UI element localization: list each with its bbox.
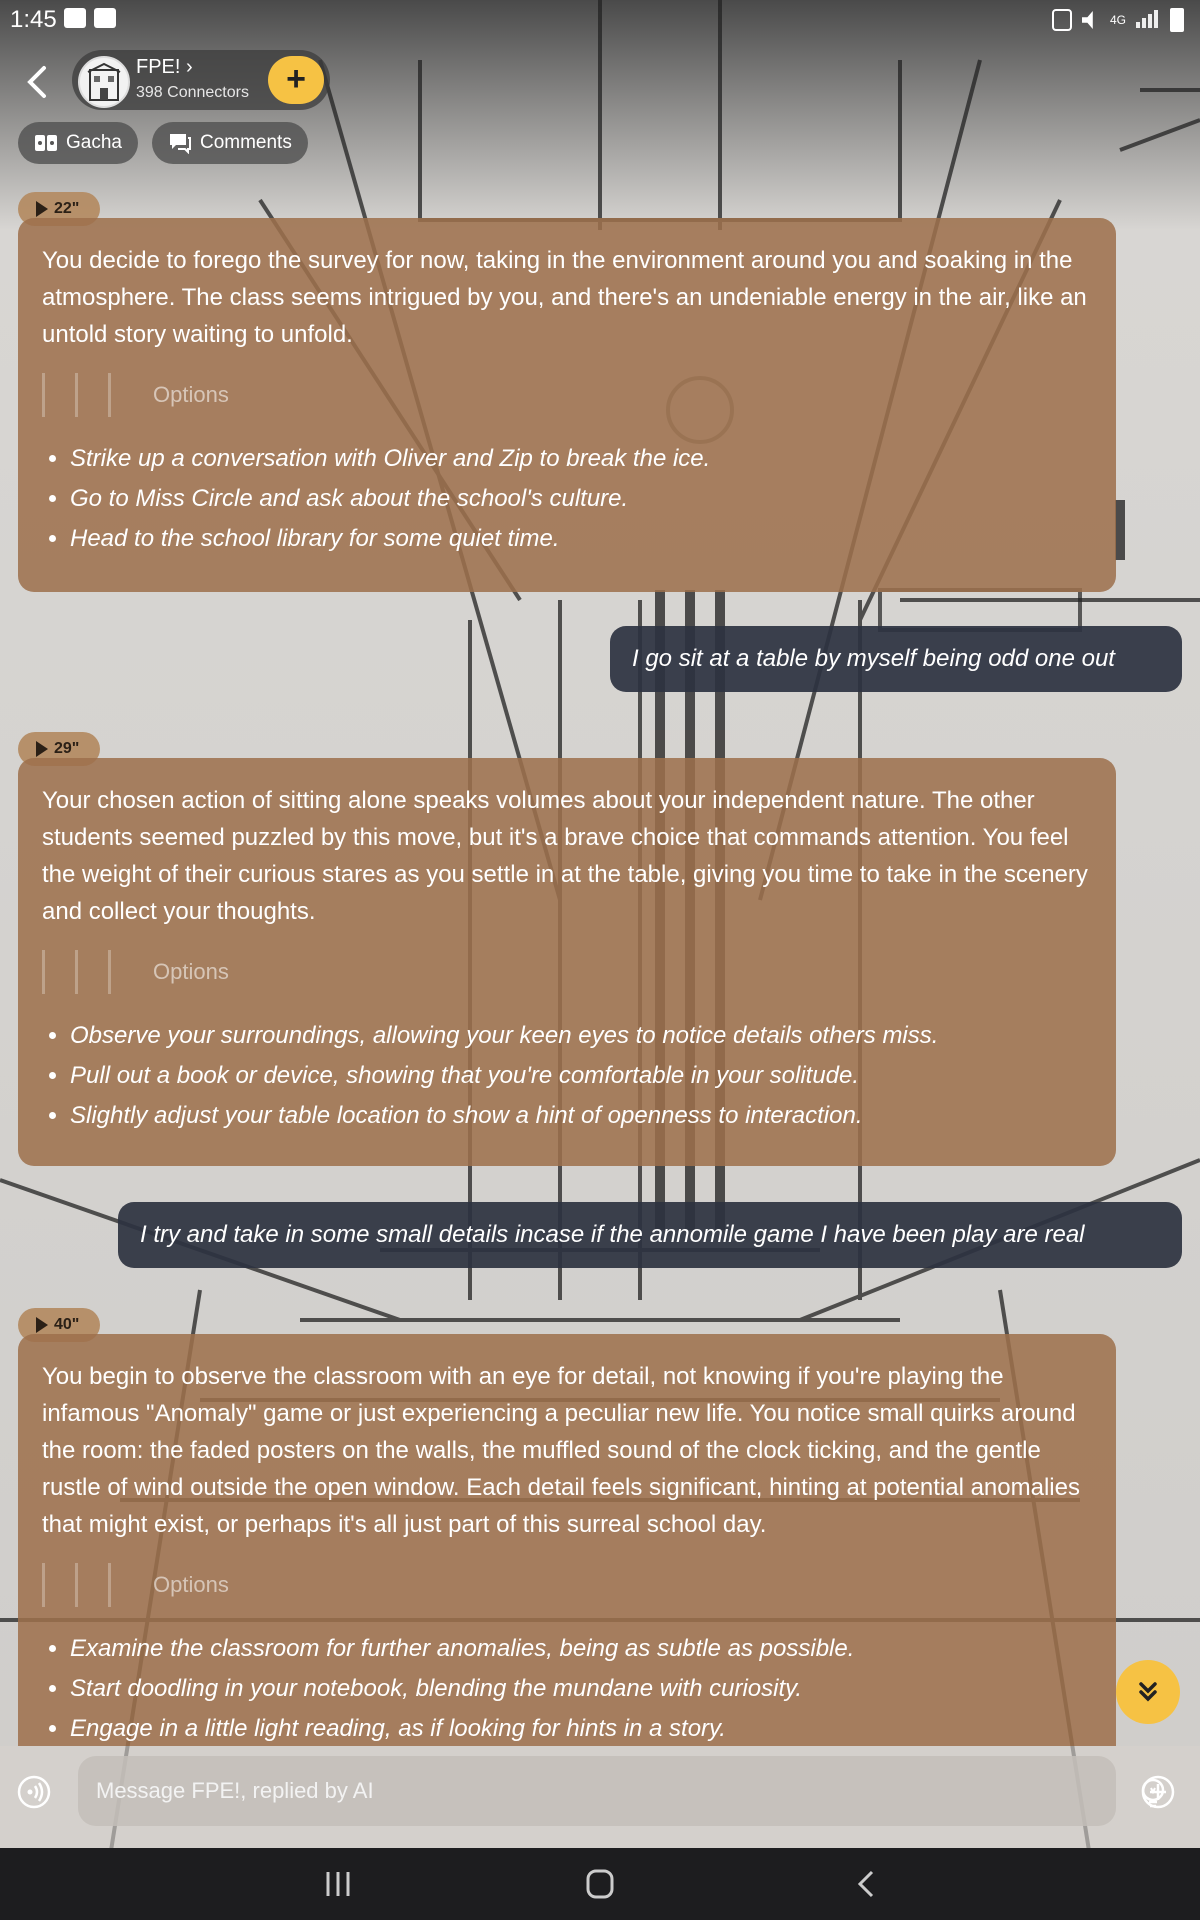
option-item[interactable]: • Pull out a book or device, showing that you're comfortable in your solitude. (70, 1056, 1092, 1096)
double-chevron-down-icon (1134, 1678, 1162, 1706)
message-text: You decide to forego the survey for now, taking in the environment around you and soaking in the atmosphere. The class seems intrigued by you, and there's an undeniable energy in the air, like an untold story waiting to unfold. (42, 247, 1087, 348)
play-icon (36, 201, 48, 217)
duration-label: 29" (54, 740, 80, 757)
comments-chip[interactable] (152, 122, 308, 164)
message-placeholder: Message FPE!, replied by AI (96, 1778, 374, 1803)
options-list (42, 1016, 1092, 1136)
message-input[interactable] (78, 1756, 1116, 1826)
options-header (42, 1563, 1092, 1607)
options-list (42, 439, 1092, 559)
back-arrow-icon[interactable] (18, 60, 58, 104)
option-item[interactable]: • Start doodling in your notebook, blending the mundane with curiosity. (70, 1669, 1092, 1709)
add-circle-icon[interactable] (1140, 1774, 1176, 1810)
options-header (42, 373, 1092, 417)
add-plus-button[interactable]: + (268, 56, 324, 104)
home-icon[interactable] (580, 1868, 620, 1900)
user-message-text: I try and take in some small details incase if the annomile game I have been play are real (140, 1221, 1085, 1248)
options-header (42, 950, 1092, 994)
action-chips (18, 122, 308, 164)
nav-back-icon[interactable] (846, 1868, 886, 1900)
options-label: Options (153, 382, 229, 407)
duration-label: 40" (54, 1316, 80, 1333)
status-time: 1:45 (10, 6, 57, 33)
option-item[interactable]: • Head to the school library for some quiet time. (70, 519, 1092, 559)
user-message-text: I go sit at a table by myself being odd one out (632, 645, 1115, 672)
notification-icons (64, 8, 116, 28)
options-list (42, 1629, 1092, 1746)
chat-header (0, 48, 1200, 118)
bot-name: FPE! › (136, 56, 193, 78)
comments-icon (168, 132, 192, 154)
network-label: 4G (1109, 13, 1126, 27)
option-item[interactable]: • Observe your surroundings, allowing your keen eyes to notice details others miss. (70, 1016, 1092, 1056)
gacha-chip[interactable] (18, 122, 138, 164)
mute-icon (1082, 11, 1100, 29)
gacha-icon (34, 132, 58, 154)
building-icon (80, 58, 128, 106)
battery-icon (1170, 8, 1184, 32)
ad-icon (94, 8, 116, 28)
message-input-bar (0, 1746, 1200, 1848)
status-right-icons (1052, 8, 1184, 32)
user-message (118, 1202, 1182, 1268)
recent-apps-icon[interactable] (318, 1868, 358, 1900)
connectors-count: 398 Connectors (136, 84, 249, 101)
signal-icon (1136, 10, 1160, 31)
message-text: Your chosen action of sitting alone speaks volumes about your independent nature. The other students seemed puzzled by this move, but it's a brave choice that commands attention. You feel the weight of their curious stares as you settle in at the table, giving you time to take in the scenery and collect your thoughts. (42, 787, 1088, 925)
comments-label: Comments (199, 132, 292, 153)
option-item[interactable]: • Slightly adjust your table location to show a hint of openness to interaction. (70, 1096, 1092, 1136)
system-navigation-bar (0, 1848, 1200, 1920)
play-icon (36, 741, 48, 757)
gacha-label: Gacha (66, 132, 122, 153)
user-message (610, 626, 1182, 692)
ai-message (18, 1334, 1116, 1746)
alarm-icon (1052, 9, 1072, 31)
options-label: Options (153, 1572, 229, 1597)
chevron-right-icon: › (186, 56, 193, 78)
option-item[interactable]: • Strike up a conversation with Oliver and Zip to break the ice. (70, 439, 1092, 479)
play-icon (36, 1317, 48, 1333)
option-item[interactable]: • Examine the classroom for further anomalies, being as subtle as possible. (70, 1629, 1092, 1669)
scroll-to-bottom-button[interactable] (1116, 1660, 1180, 1724)
message-text: You begin to observe the classroom with an eye for detail, not knowing if you're playing the infamous "Anomaly" game or just experiencing a peculiar new life. You notice small quirks around the room: the faded posters on the walls, the muffled sound of the clock ticking, and the gentle rustle of wind outside the open window. Each detail feels significant, hinting at potential anomalies that might exist, or perhaps it's all just part of this surreal school day. (42, 1363, 1080, 1538)
option-item[interactable]: • Engage in a little light reading, as if looking for hints in a story. (70, 1709, 1092, 1746)
ai-message (18, 758, 1116, 1166)
notification-icon (64, 8, 86, 28)
ai-message (18, 218, 1116, 592)
option-item[interactable]: • Go to Miss Circle and ask about the school's culture. (70, 479, 1092, 519)
bot-avatar (78, 56, 130, 108)
voice-call-icon[interactable] (16, 1774, 52, 1810)
duration-label: 22" (54, 200, 80, 217)
options-label: Options (153, 959, 229, 984)
status-bar (0, 0, 1200, 38)
